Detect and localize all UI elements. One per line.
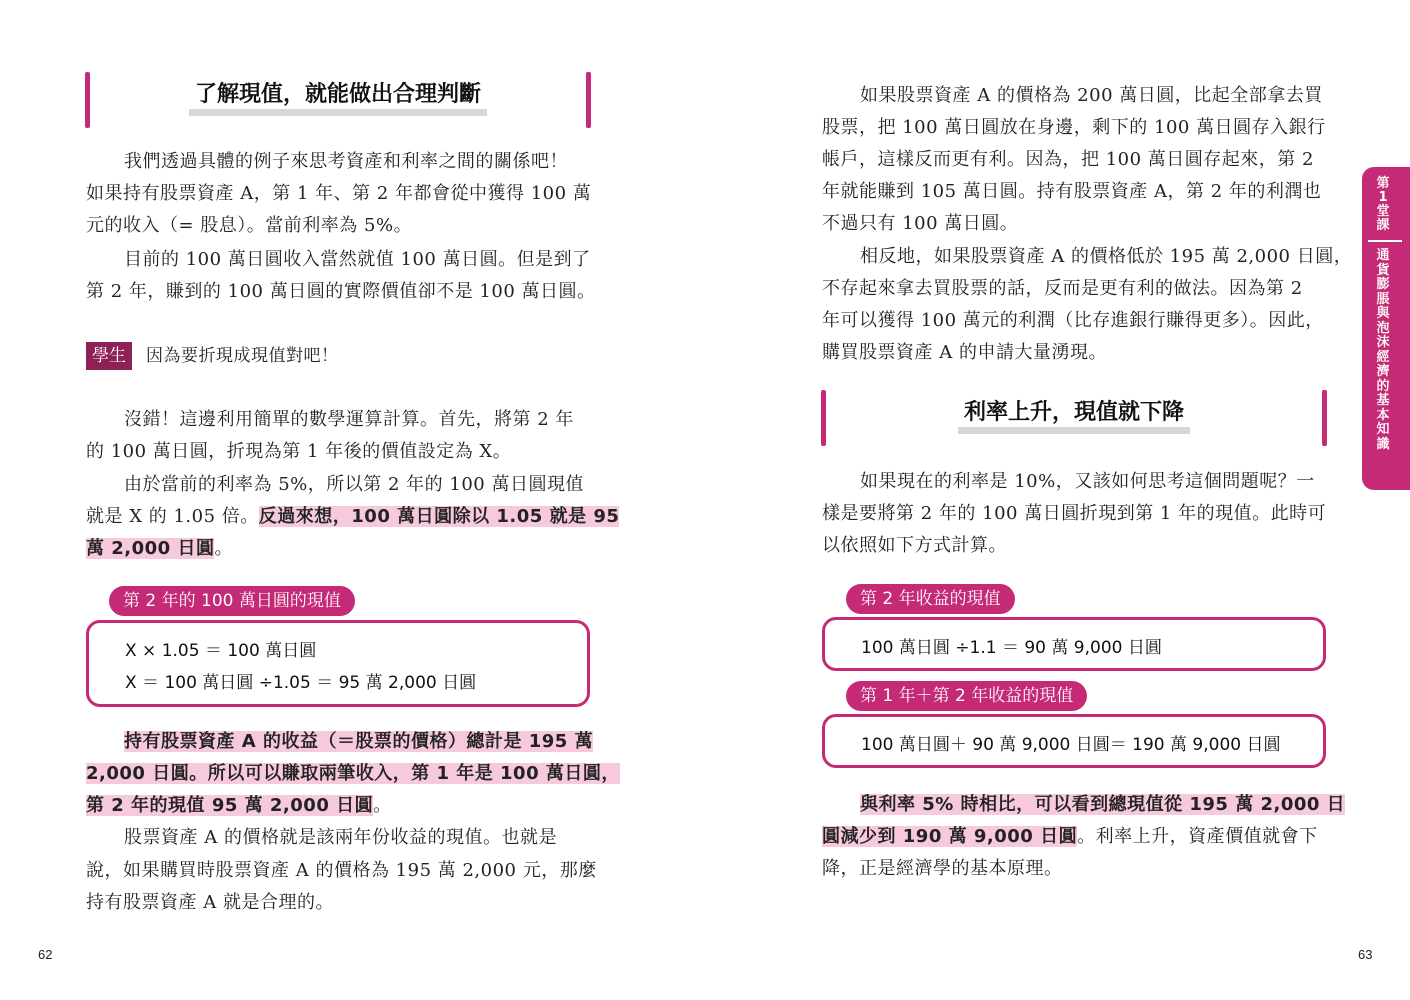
left-p1-line2: 如果持有股票資產 A，第 1 年、第 2 年都會從中獲得 100 萬: [86, 183, 592, 204]
side-tab-char: 脹: [1376, 291, 1390, 307]
right-p2-line3: 年可以獲得 100 萬元的利潤（比存進銀行賺得更多）。因此，: [822, 310, 1324, 331]
page-number-right: 63: [1358, 947, 1373, 962]
left-p6-line2: 說，如果購買時股票資產 A 的價格為 195 萬 2,000 元，那麼: [86, 860, 597, 881]
left-p1-line3: 元的收入（= 股息）。當前利率為 5%。: [86, 215, 413, 236]
right-p4-hl-2: 圓減少到 190 萬 9,000 日圓: [822, 826, 1078, 847]
left-formula-box: [86, 620, 590, 707]
right-heading-title: 利率上升，現值就下降: [958, 400, 1190, 434]
left-p4-line3: [86, 533, 233, 565]
left-p5-line1: [124, 726, 593, 758]
right-p1-line5: 不過只有 100 萬日圓。: [822, 213, 1019, 234]
right-p4-line2: [822, 821, 1318, 853]
right-p4-hl-1: 與利率 5% 時相比，可以看到總現值從 195 萬 2,000 日: [860, 794, 1346, 815]
side-tab-char: 沫: [1376, 335, 1390, 350]
left-section-heading: [85, 72, 591, 128]
side-tab-char: 貨: [1376, 262, 1390, 278]
left-p6-line1: 股票資產 A 的價格就是該兩年份收益的現值。也就是: [124, 827, 557, 848]
right-p2-line1: 相反地，如果股票資產 A 的價格低於 195 萬 2,000 日圓，: [860, 246, 1353, 267]
right-formula-box-1: [822, 617, 1326, 671]
side-tab-lesson: [1362, 177, 1404, 233]
side-tab-char: 濟: [1376, 364, 1390, 379]
right-section-heading: [821, 390, 1327, 446]
right-p4-line3: 降，正是經濟學的基本原理。: [822, 858, 1063, 879]
left-heading-title: 了解現值，就能做出合理判斷: [189, 82, 487, 116]
side-tab-char: 基: [1376, 393, 1390, 408]
right-formula-label-2: 第 1 年＋第 2 年收益的現值: [846, 681, 1087, 711]
side-tab-char: 識: [1376, 436, 1390, 452]
left-p4-line2: [86, 501, 619, 533]
side-tab-char: 1: [1378, 190, 1388, 205]
right-p3-line2: 樣是要將第 2 年的 100 萬日圓折現到第 1 年的現值。此時可: [822, 503, 1327, 524]
side-tab-char: 膨: [1376, 277, 1390, 292]
left-p4-highlight: 反過來想，100 萬日圓除以 1.05 就是 95: [258, 506, 620, 527]
left-p4-plain: 就是 X 的 1.05 倍。: [86, 506, 259, 527]
side-tab-char: 泡: [1376, 320, 1390, 336]
side-tab-divider: [1368, 240, 1402, 242]
left-p5-hl-2: 2,000 日圓。所以可以賺取兩筆收入，第 1 年是 100 萬日圓，: [86, 763, 620, 784]
formula-line-1: X × 1.05 ＝ 100 萬日圓: [125, 641, 317, 661]
left-p3-line1: 沒錯！這邊利用簡單的數學運算計算。首先，將第 2 年: [124, 409, 574, 430]
left-p5-tail: 。: [373, 795, 392, 816]
side-tab-char: 與: [1376, 306, 1390, 321]
side-tab-char: 堂: [1376, 204, 1390, 219]
right-formula-box-2: [822, 714, 1326, 768]
right-formula-1: 100 萬日圓 ÷1.1 ＝ 90 萬 9,000 日圓: [861, 638, 1162, 658]
student-text: 因為要折現成現值對吧！: [146, 346, 339, 366]
left-p2-line2: 第 2 年，賺到的 100 萬日圓的實際價值卻不是 100 萬日圓。: [86, 281, 596, 302]
right-p2-line2: 不存起來拿去買股票的話，反而是更有利的做法。因為第 2: [822, 278, 1303, 299]
right-p1-line2: 股票，把 100 萬日圓放在身邊，剩下的 100 萬日圓存入銀行: [822, 117, 1326, 138]
right-formula-2: 100 萬日圓＋ 90 萬 9,000 日圓＝ 190 萬 9,000 日圓: [861, 735, 1281, 755]
left-p5-line2: [86, 758, 620, 790]
left-p4-line1: 由於當前的利率為 5%，所以第 2 年的 100 萬日圓現值: [124, 474, 584, 495]
left-formula-label: 第 2 年的 100 萬日圓的現值: [109, 586, 355, 616]
right-p3-line3: 以依照如下方式計算。: [822, 535, 1007, 556]
right-p1-line4: 年就能賺到 105 萬日圓。持有股票資產 A，第 2 年的利潤也: [822, 181, 1322, 202]
formula-line-2: X ＝ 100 萬日圓 ÷1.05 ＝ 95 萬 2,000 日圓: [125, 673, 477, 693]
left-p1-line1: 我們透過具體的例子來思考資產和利率之間的關係吧！: [124, 151, 568, 172]
chapter-side-tab: [1362, 167, 1410, 490]
left-p5-hl-3: 第 2 年的現值 95 萬 2,000 日圓: [86, 795, 374, 816]
side-tab-char: 通: [1376, 248, 1390, 263]
side-tab-char: 第: [1376, 176, 1390, 191]
right-p1-line1: 如果股票資產 A 的價格為 200 萬日圓，比起全部拿去買: [860, 85, 1323, 106]
student-tag: 學生: [86, 342, 132, 370]
side-tab-char: 課: [1376, 218, 1390, 233]
side-tab-char: 的: [1376, 378, 1390, 394]
left-p4-highlight-2: 萬 2,000 日圓: [86, 538, 215, 559]
side-tab-char: 經: [1376, 349, 1390, 365]
left-p3-line2: 的 100 萬日圓，折現為第 1 年後的價值設定為 X。: [86, 441, 512, 462]
right-p3-line1: 如果現在的利率是 10%，又該如何思考這個問題呢？一: [860, 471, 1315, 492]
left-p5-hl-1: 持有股票資產 A 的收益（＝股票的價格）總計是 195 萬: [124, 731, 594, 752]
right-formula-label-1: 第 2 年收益的現值: [846, 584, 1015, 614]
right-p4-line1: [860, 789, 1345, 821]
right-p1-line3: 帳戶，這樣反而更有利。因為，把 100 萬日圓存起來，第 2: [822, 149, 1314, 170]
page-number-left: 62: [38, 947, 53, 962]
right-p2-line4: 購買股票資產 A 的申請大量湧現。: [822, 342, 1107, 363]
left-p6-line3: 持有股票資產 A 就是合理的。: [86, 892, 334, 913]
left-p2-line1: 目前的 100 萬日圓收入當然就值 100 萬日圓。但是到了: [124, 249, 591, 270]
side-tab-title: [1362, 249, 1404, 452]
left-p5-line3: [86, 790, 392, 822]
left-p4-tail: 。: [214, 538, 233, 559]
side-tab-char: 知: [1376, 422, 1390, 437]
right-p4-tail: 。利率上升，資產價值就會下: [1077, 826, 1318, 847]
side-tab-char: 本: [1376, 407, 1390, 423]
